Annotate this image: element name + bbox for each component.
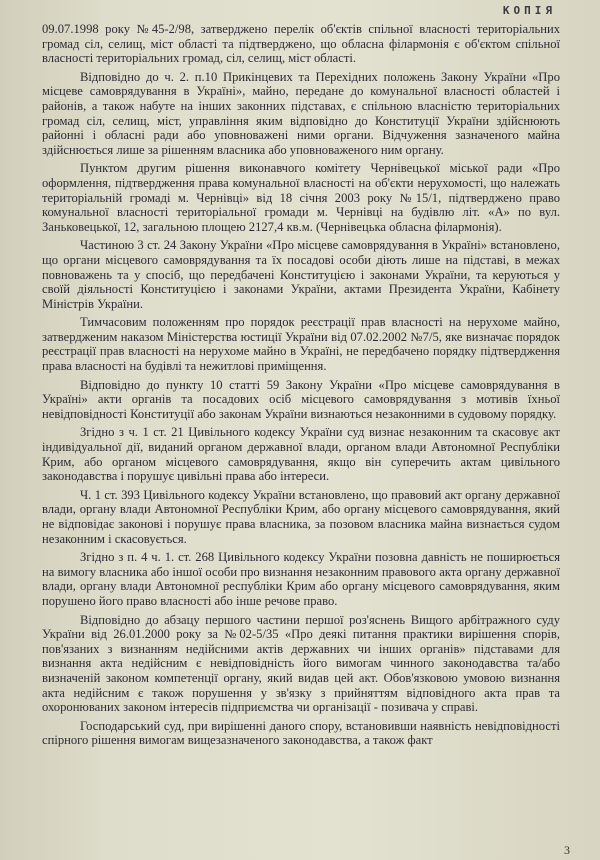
paragraph-9: Згідно з п. 4 ч. 1. ст. 268 Цивільного кодексу України позовна давність не поширюється на вимогу власника або іншої особи про визнання незаконним правового акта органу державної влади, органу влади Автономної республіки Крим або органу місцевого самоврядування, яким порушено його право власності або інше речове право. bbox=[42, 550, 560, 608]
paragraph-6: Відповідно до пункту 10 статті 59 Закону України «Про місцеве самоврядування в Україні» акти органів та посадових осіб місцевого самоврядування з мотивів їхньої невідповідності Конституції або законам України визнаються незаконними в судовому порядку. bbox=[42, 377, 560, 421]
paragraph-3: Пунктом другим рішення виконавчого комітету Чернівецької міської ради «Про оформлення, підтвердження права комунальної власності на об'єкти нерухомості, що належать територіальній громаді м. Чернівці» від 18 січня 2003 року №15/1, підтверджено право комунальної власності територіальної громади м. Чернівці на будівлю літ. «А» по вул. Заньковецької, 12, загальною площею 2127,4 кв.м. (Чернівецька обласна філармонія). bbox=[42, 161, 560, 234]
paragraph-4: Частиною 3 ст. 24 Закону України «Про місцеве самоврядування в Україні» встановлено, що органи місцевого самоврядування та їх посадові особи діють лише на підставі, в межах повноважень та у спосіб, що передбачені Конституцією і законами України, та керуються у своїй діяльності Конституцією і законами України, актами Президента України, Кабінету Міністрів України. bbox=[42, 238, 560, 311]
paragraph-2: Відповідно до ч. 2. п.10 Прикінцевих та Перехідних положень Закону України «Про місцеве самоврядування в Україні», майно, передане до комунальної власності областей і районів, а також набуте на інших законних підставах, є спільною власністю територіальних громад сіл, селищ, міст, управління яким відповідно до Конституції України здійснюють районні і обласні ради або уповноважені ними органи. Відчуження зазначеного майна здійснюється лише за рішенням власника або уповноваженого ним органу. bbox=[42, 69, 560, 157]
document-body bbox=[42, 22, 560, 748]
paragraph-8: Ч. 1 ст. 393 Цивільного кодексу України встановлено, що правовий акт органу державної влади, органу влади Автономної Республіки Крим, або органу місцевого самоврядування, який не відповідає законові і порушує права власника, за позовом власника майна визнається судом незаконним і скасовується. bbox=[42, 487, 560, 546]
paragraph-5: Тимчасовим положенням про порядок реєстрації прав власності на нерухоме майно, затвердженим наказом Міністерства юстиції України від 07.02.2002 №7/5, яке визначає порядок реєстрації прав власності на нерухоме майно в Україні, не передбачено порядку підтвердження права власності на будівлі та нежитлові приміщення. bbox=[42, 315, 560, 374]
copy-stamp: КОПІЯ bbox=[502, 4, 556, 17]
paragraph-7: Згідно з ч. 1 ст. 21 Цивільного кодексу України суд визнає незаконним та скасовує акт індивідуальної дії, виданий органом державної влади, органом влади Автономної Республіки Крим, або органом місцевого самоврядування, якщо він суперечить актам цивільного законодавства і порушує цивільні права або інтереси. bbox=[42, 425, 560, 484]
paragraph-1: 09.07.1998 року №45-2/98, затверджено перелік об'єктів спільної власності територіальних громад сіл, селищ, міст області та підтверджено, що обласна філармонія є об'єктом спільної власності територіальних громад, сіл, селищ, міст області. bbox=[42, 22, 560, 66]
paragraph-11: Господарський суд, при вирішенні даного спору, встановивши наявність невідповідності спірного рішення вимогам вищезазначеного законодавства, а також факт bbox=[42, 718, 560, 748]
paragraph-10: Відповідно до абзацу першого частини першої роз'яснень Вищого арбітражного суду України від 26.01.2000 року за №02-5/35 «Про деякі питання практики вирішення спорів, пов'язаних з визнанням недійсними актів державних чи інших органів» підставами для визнання акта недійсним є невідповідність його вимогам чинного законодавства та/або визначеній законом компетенції органу, який видав цей акт. Обов'язковою умовою визнання акта недійсним є також порушення у зв'язку з прийняттям відповідного акта прав та охоронюваних законом інтересів підприємства чи організації - позивача у справі. bbox=[42, 612, 560, 715]
page-number: 3 bbox=[564, 843, 570, 857]
